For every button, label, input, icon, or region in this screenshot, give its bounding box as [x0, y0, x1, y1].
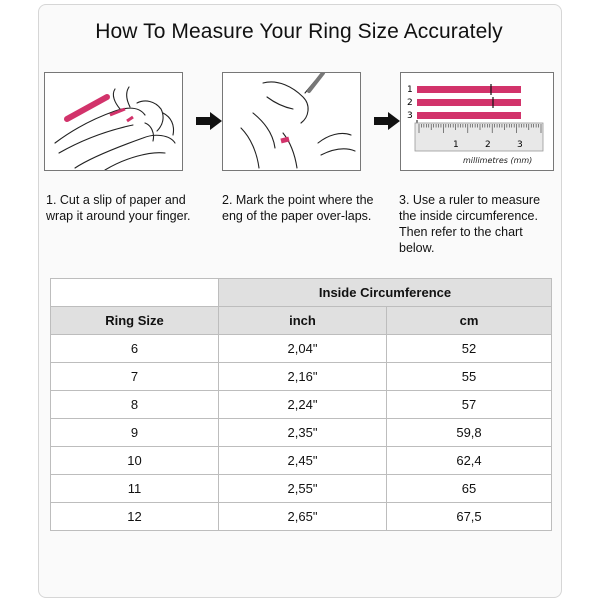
arrow-right-icon: [196, 112, 222, 130]
table-row: [51, 503, 552, 531]
step-2-illustration: [222, 72, 361, 171]
ruler-number: 2: [485, 140, 491, 150]
cm-cell: 57: [387, 391, 552, 419]
inch-column-header: inch: [219, 307, 387, 335]
step-1-text: 1. Cut a slip of paper and wrap it around your finger.: [46, 193, 191, 223]
cm-cell: 65: [387, 475, 552, 503]
table-row: [51, 391, 552, 419]
table-corner-cell: [51, 279, 219, 307]
ring-size-cell: 11: [51, 475, 219, 503]
page-title: How To Measure Your Ring Size Accurately: [95, 20, 503, 43]
step-3-text: 3. Use a ruler to measure the inside circumference. Then refer to the chart below.: [399, 193, 541, 255]
arrow-right-icon: [374, 112, 400, 130]
strip-label: 1: [407, 85, 413, 95]
ring-size-cell: 10: [51, 447, 219, 475]
paper-strip: [417, 86, 521, 93]
ruler: [415, 123, 543, 151]
table-row: [51, 419, 552, 447]
table-column-header-row: [51, 307, 552, 335]
ruler-unit-label: millimetres (mm): [463, 156, 533, 165]
ring-size-cell: 9: [51, 419, 219, 447]
ring-size-cell: 7: [51, 363, 219, 391]
ruler-number: 3: [517, 140, 523, 150]
paper-strip: [417, 112, 521, 119]
step-3-illustration: [400, 72, 554, 171]
strip-label: 2: [407, 98, 413, 108]
paper-mark-icon: [281, 139, 289, 141]
inch-cell: 2,45": [219, 447, 387, 475]
inch-cell: 2,04": [219, 335, 387, 363]
step-1-illustration: [44, 72, 183, 171]
inside-circumference-header: Inside Circumference: [219, 279, 552, 307]
paper-strip: [417, 99, 521, 106]
table-row: [51, 335, 552, 363]
inch-cell: 2,16": [219, 363, 387, 391]
table-row: [51, 363, 552, 391]
inch-cell: 2,55": [219, 475, 387, 503]
ring-size-column-header: Ring Size: [51, 307, 219, 335]
cm-cell: 67,5: [387, 503, 552, 531]
ring-size-table: [50, 278, 552, 531]
ruler-number: 1: [453, 140, 459, 150]
ring-size-cell: 12: [51, 503, 219, 531]
cm-cell: 62,4: [387, 447, 552, 475]
ring-size-cell: 6: [51, 335, 219, 363]
inch-cell: 2,24": [219, 391, 387, 419]
ring-size-cell: 8: [51, 391, 219, 419]
strip-label: 3: [407, 111, 413, 121]
table-row: [51, 447, 552, 475]
table-row: [51, 475, 552, 503]
pencil-icon: [309, 73, 323, 91]
cm-cell: 55: [387, 363, 552, 391]
inch-cell: 2,35": [219, 419, 387, 447]
cm-column-header: cm: [387, 307, 552, 335]
table-group-header-row: [51, 279, 552, 307]
step-2-text: 2. Mark the point where the eng of the paper over-laps.: [222, 193, 374, 223]
inch-cell: 2,65": [219, 503, 387, 531]
cm-cell: 52: [387, 335, 552, 363]
cm-cell: 59,8: [387, 419, 552, 447]
